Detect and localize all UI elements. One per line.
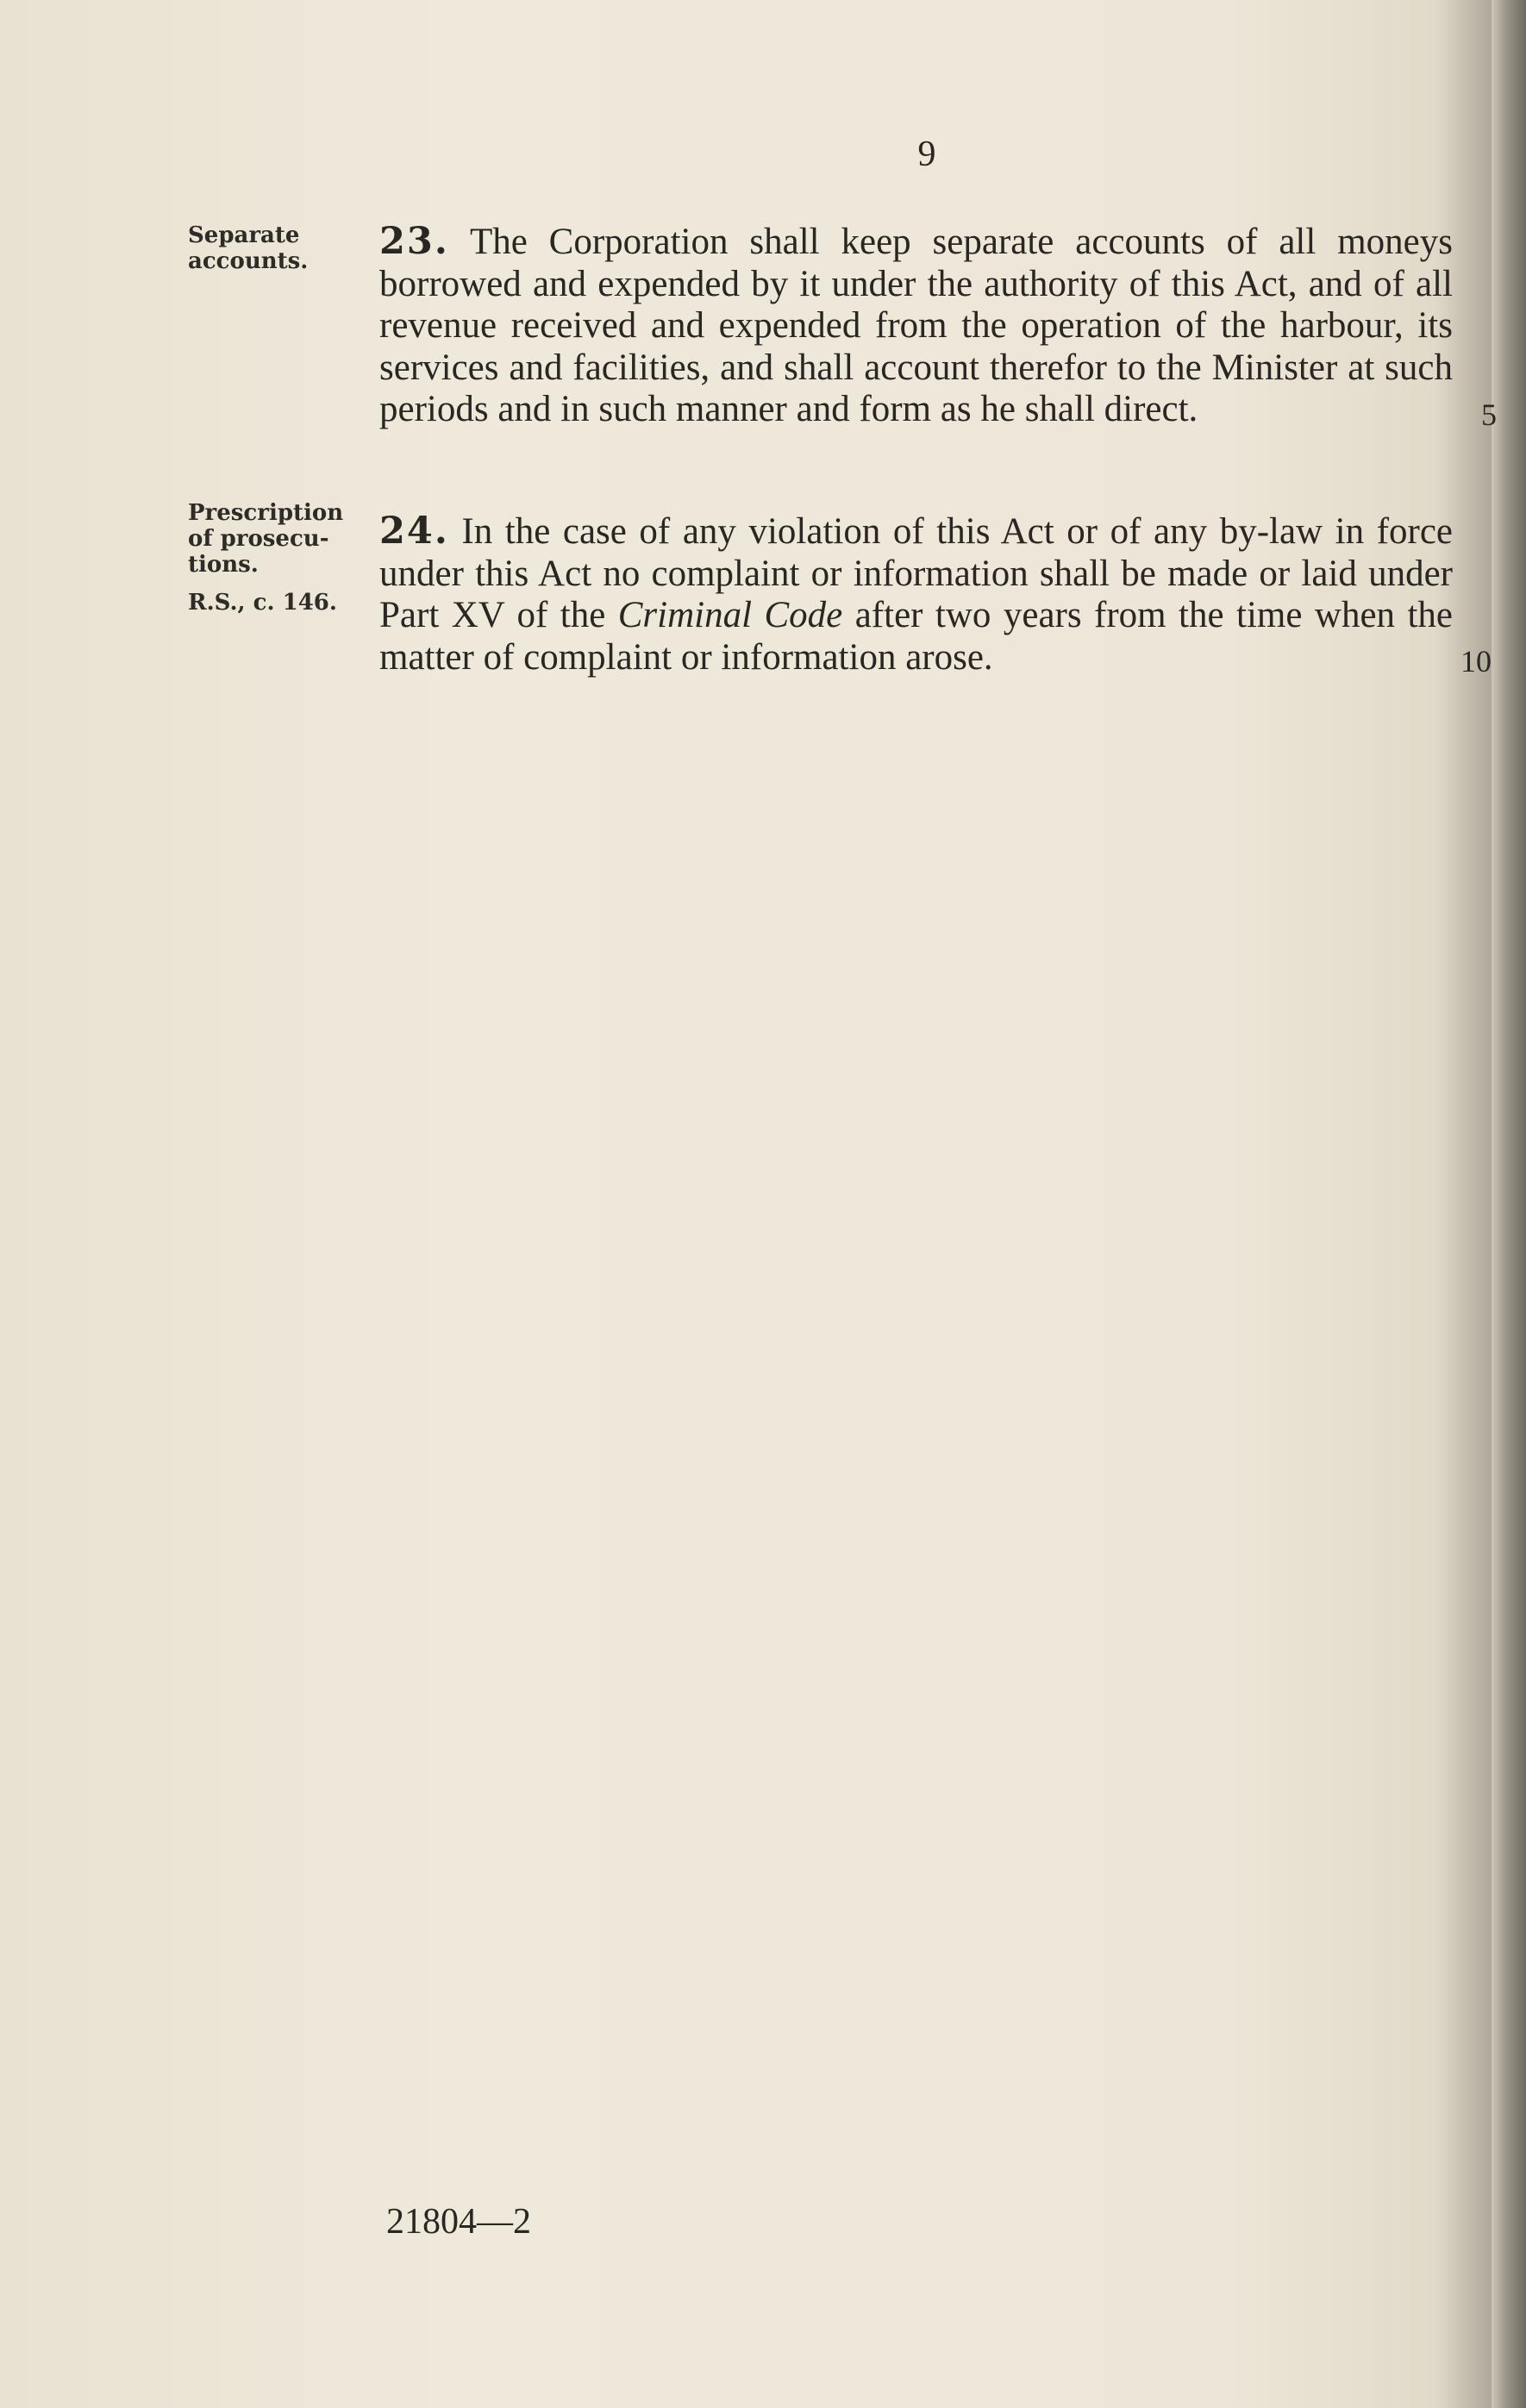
criminal-code-reference: Criminal Code — [617, 595, 843, 635]
section-24-paragraph — [379, 510, 1453, 679]
margin-note-prescription-label: Prescription of prosecu- tions. — [188, 500, 344, 578]
section-23 — [379, 221, 1453, 431]
bleed-through-text — [328, 759, 1405, 2224]
section-23-paragraph — [379, 221, 1453, 431]
section-23-number: 23. — [379, 220, 449, 263]
page-number: 9 — [917, 134, 936, 174]
section-24-text-before: In the case of any violation of this Act or of any by-law in force under this Act no complaint or information shall be made or laid under Part XV of the — [379, 511, 1454, 635]
margin-note-citation: R.S., c. 146. — [188, 590, 337, 616]
footer-print-code: 21804—2 — [386, 2202, 531, 2242]
margin-note-prescription — [188, 500, 360, 616]
margin-note-separate-accounts: Separate accounts. — [188, 222, 309, 274]
section-23-text: The Corporation shall keep separate accounts of all moneys borrowed and expended by it under the authority of this Act, and of all revenue received and expended from the operation of the harbour, its services and facilities, and shall account therefor to the Minister at such periods and in such manner and form as he shall direct. — [379, 222, 1453, 429]
line-number-10: 10 — [1460, 644, 1492, 679]
line-number-5: 5 — [1481, 397, 1497, 432]
binding-edge — [1492, 0, 1526, 2408]
section-24-number: 24. — [379, 510, 449, 553]
section-24 — [379, 510, 1453, 679]
section-24-text-after: after two years from the time when the matter of complaint or information arose. — [379, 595, 1454, 678]
